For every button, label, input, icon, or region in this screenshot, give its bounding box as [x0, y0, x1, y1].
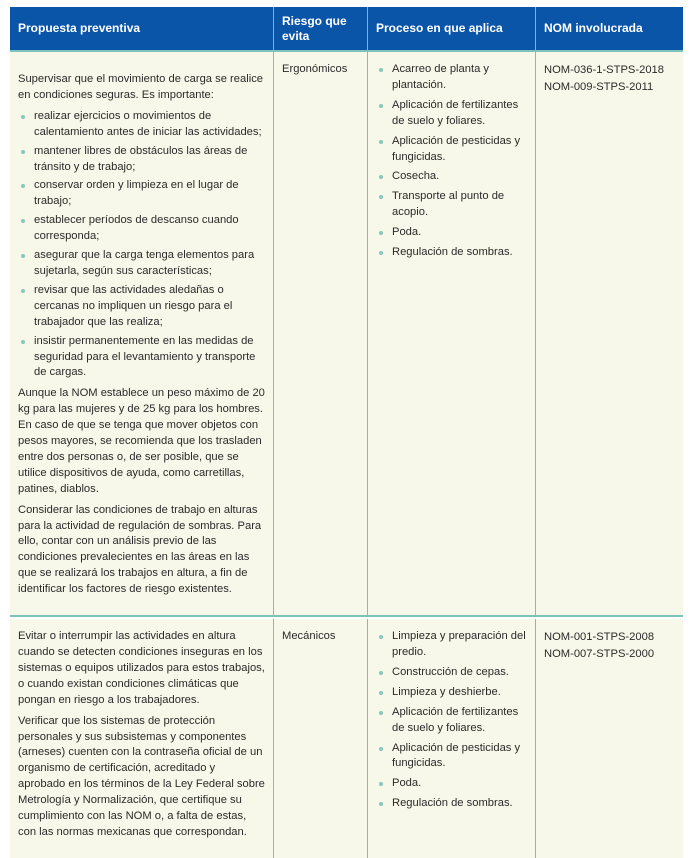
list-item: Aplicación de pesticidas y fungicidas. [376, 741, 527, 773]
propuesta-paragraph: Verificar que los sistemas de protección personales y sus subsistemas y componentes (arneses) cuenten con la contraseña oficial de un organismo de certificación, acreditado y aprobado en los términos de la Ley Federal sobre Metrología y Normalización, que certifique su cumplimiento con las NOM o, a falta de estas, con las normas mexicanas que correspondan. [18, 714, 265, 838]
list-item: Aplicación de fertilizantes de suelo y foliares. [376, 705, 527, 737]
nom-code: NOM-009-STPS-2011 [544, 81, 654, 93]
propuesta-intro: Supervisar que el movimiento de carga se realice en condiciones seguras. Es importante: [18, 73, 264, 101]
cell-propuesta [10, 52, 274, 615]
propuesta-paragraph: Considerar las condiciones de trabajo en alturas para la actividad de regulación de sombras. Para ello, contar con un análisis previo de las condiciones prevalecientes en las áreas en las que se realizará los trabajos en altura, a fin de identificar los factores de riesgo existentes. [18, 503, 262, 596]
table-row [10, 52, 683, 617]
proceso-list [376, 629, 527, 812]
cell-proceso [368, 52, 536, 615]
list-item: Poda. [376, 225, 527, 241]
list-item: Limpieza y preparación del predio. [376, 629, 527, 661]
header-propuesta: Propuesta preventiva [10, 7, 274, 50]
list-item: Limpieza y deshierbe. [376, 685, 527, 701]
proceso-list [376, 62, 527, 261]
nom-code: NOM-036-1-STPS-2018 [544, 64, 664, 76]
cell-riesgo: Ergonómicos [274, 52, 368, 615]
list-item: Regulación de sombras. [376, 245, 527, 261]
list-item: Acarreo de planta y plantación. [376, 62, 527, 94]
cell-riesgo: Mecánicos [274, 619, 368, 858]
list-item: establecer períodos de descanso cuando corresponda; [18, 213, 265, 245]
cell-propuesta [10, 619, 274, 858]
nom-code: NOM-007-STPS-2000 [544, 648, 655, 661]
list-item: insistir permanentemente en las medidas de seguridad para el levantamiento y transporte de cargas. [18, 334, 265, 382]
table-row [10, 619, 683, 858]
list-item: asegurar que la carga tenga elementos para sujetarla, según sus características; [18, 248, 265, 280]
header-proceso: Proceso en que aplica [368, 7, 536, 50]
list-item: Poda. [376, 776, 527, 792]
propuesta-paragraph: Evitar o interrumpir las actividades en altura cuando se detecten condiciones inseguras en los sistemas o equipos utilizados para estos trabajos, o cuando existan condiciones climáticas que pongan en riesgo a los trabajadores. [18, 630, 265, 706]
list-item: conservar orden y limpieza en el lugar de trabajo; [18, 178, 265, 210]
list-item: revisar que las actividades aledañas o cercanas no impliquen un riesgo para el trabajador que las realiza; [18, 283, 265, 331]
header-riesgo: Riesgo que evita [274, 7, 368, 50]
preventive-measures-table [10, 7, 683, 858]
list-item: Construcción de cepas. [376, 665, 527, 681]
list-item: Aplicación de pesticidas y fungicidas. [376, 134, 527, 166]
list-item: Cosecha. [376, 169, 527, 185]
list-item: Aplicación de fertilizantes de suelo y foliares. [376, 98, 527, 130]
list-item: Transporte al punto de acopio. [376, 189, 527, 221]
list-item: mantener libres de obstáculos las áreas de tránsito y de trabajo; [18, 144, 265, 176]
nom-code: NOM-001-STPS-2008 [544, 631, 655, 644]
cell-proceso [368, 619, 536, 858]
cell-nom [536, 619, 683, 858]
list-item: Regulación de sombras. [376, 796, 527, 812]
list-item: realizar ejercicios o movimientos de calentamiento antes de iniciar las actividades; [18, 109, 265, 141]
table-header [10, 7, 683, 52]
header-nom: NOM involucrada [544, 21, 643, 35]
propuesta-paragraph: Aunque la NOM establece un peso máximo de 20 kg para las mujeres y de 25 kg para los hombres. En caso de que se tenga que mover objetos con pesos mayores, se recomienda que los trasladen entre dos personas o, de ser posible, que se utilice dispositivos de ayuda, como carretillas, patines, diablos. [18, 387, 265, 495]
propuesta-bullet-list [18, 109, 265, 382]
cell-nom [536, 52, 683, 615]
